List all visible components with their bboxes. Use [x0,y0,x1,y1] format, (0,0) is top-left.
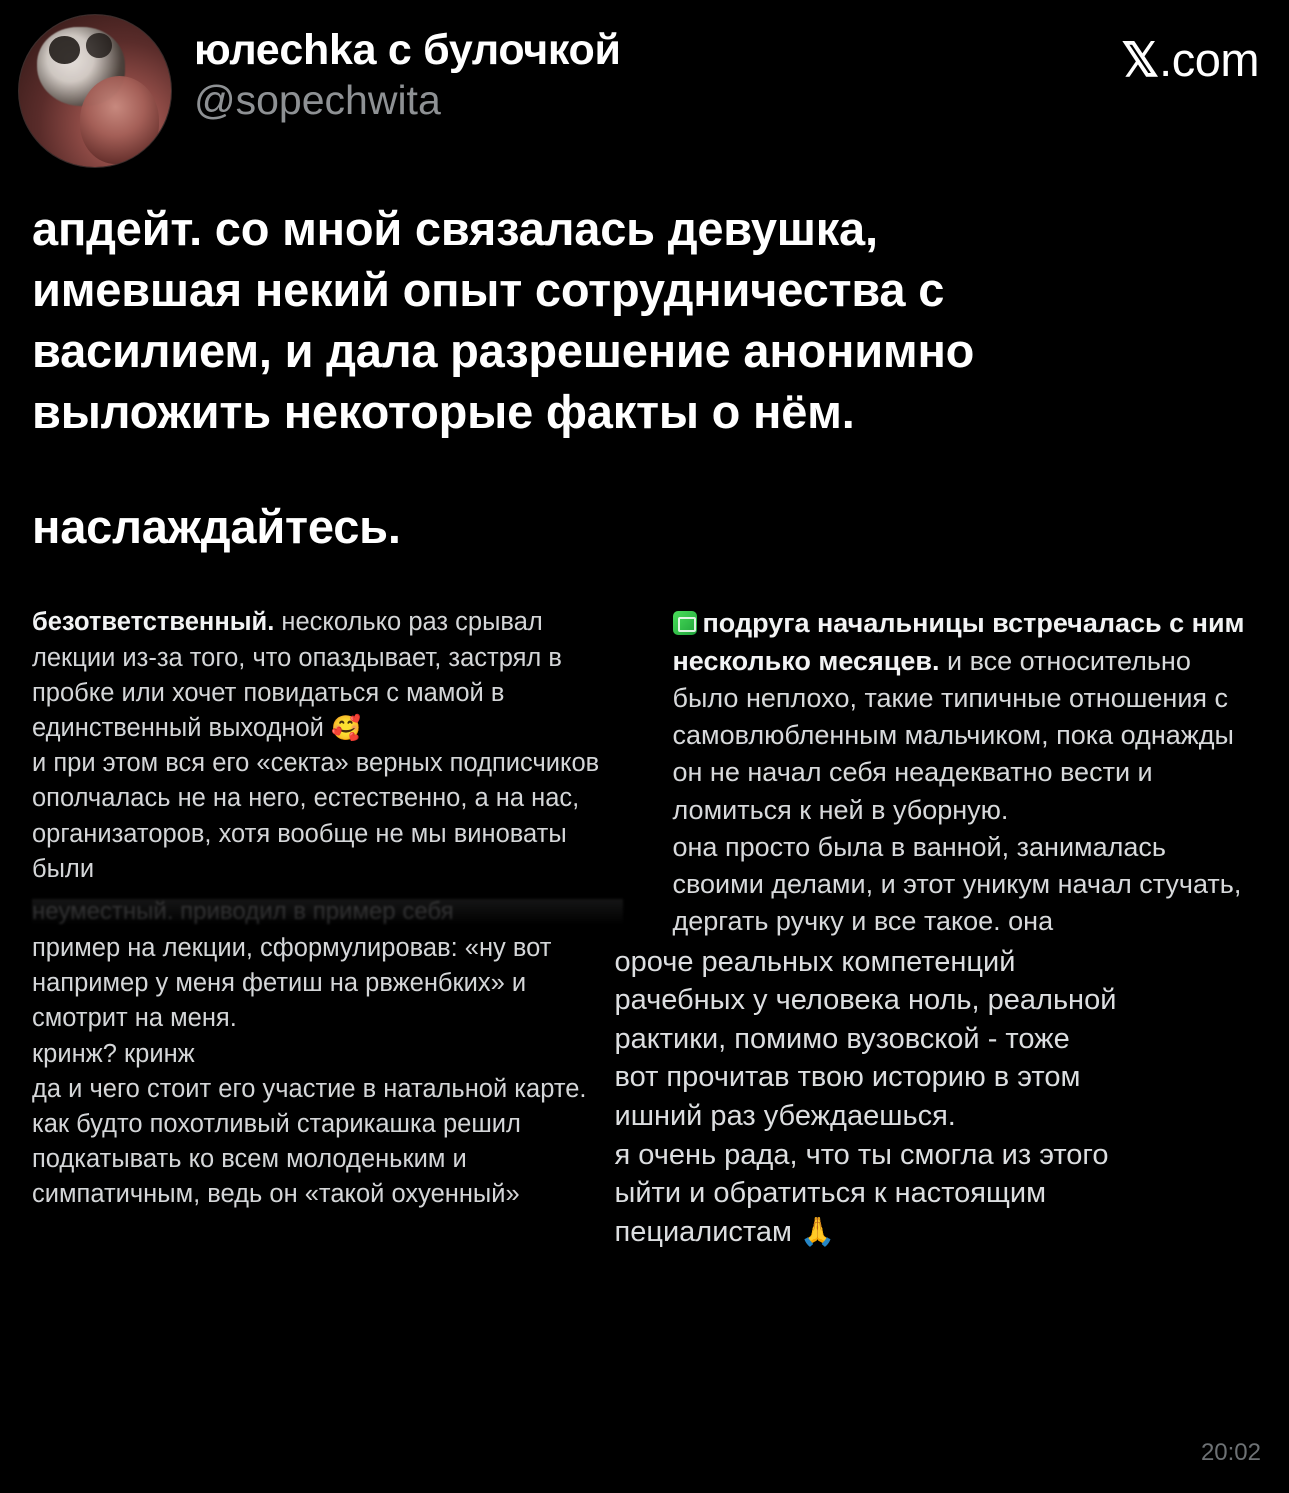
overlay-line: я очень рада, что ты смогла из этого [614,1138,1109,1171]
screenshot-right-text [673,605,1264,940]
screenshot-left[interactable] [32,605,633,1251]
avatar-dog-spot-right [86,33,112,57]
avatar[interactable] [18,14,172,168]
paragraph: да и чего стоит его участие в натальной карте. как будто похотливый старикашка решил подкатывать ко всем молоденьким и симпатичным, ведь он «такой охуенный» [32,1074,587,1209]
lead-label: безответственный. [32,608,275,637]
post-text-line: выложить некоторые факты о нём. [32,385,855,439]
folded-hands-emoji: 🙏 [799,1215,835,1247]
screenshot-right[interactable] [614,605,1264,1251]
author-names [172,14,1121,124]
post-text-spacer [32,442,1259,496]
paragraph: кринж? кринж [32,1039,195,1068]
screenshot-left-text-cont [32,931,623,1213]
avatar-dog-spot-left [49,36,79,63]
overlay-line: ороче реальных компетенций [614,945,1016,978]
avatar-person-shape [80,76,159,164]
lead-label: подруга начальницы встречалась с ним несколько месяцев. [672,608,1245,676]
display-name: юлеchka с булочкой [194,26,621,74]
timestamp: 20:02 [1200,1439,1261,1466]
overlay-line: ыйти и обратиться к настоящим [614,1177,1047,1210]
user-handle: @sopechwita [194,77,441,124]
screenshot-left-text [32,605,623,887]
paragraph: пример на лекции, сформулировав: «ну вот например у меня фетиш на рвженбких» и смотрит на меня. [32,933,552,1033]
overlay-line: ишний раз убеждаешься. [614,1099,956,1132]
paragraph: она просто была в ванной, занималась своими делами, и этот уникум начал стучать, дергать ручку и все такое. она [672,831,1242,937]
clipped-text-strip: неуместный. приводил в пример себя [32,899,623,925]
post-text-line: имевшая некий опыт сотрудничества с [32,263,945,317]
paragraph: и при этом вся его «секта» верных подписчиков ополчалась не на него, естественно, а на нас, организаторов, хотя вообще не мы виноваты были [32,749,600,883]
overlay-line-text: пециалистам [614,1215,792,1248]
image-badge-icon [673,611,697,635]
x-logo-icon: 𝕏 [1121,33,1160,86]
post-text-line: василием, и дала разрешение анонимно [32,324,975,378]
post-header [0,0,1289,160]
paragraph-text: и все относительно было неплохо, такие типичные отношения с самовлюбленным мальчиком, пока однажды он не начал себя неадекватно вести и ломиться к ней в уборную. [672,645,1234,825]
brand-watermark [1121,14,1259,86]
post-text [0,160,1289,557]
paragraph-text: несколько раз срывал лекции из-за того, что опаздывает, застрял в пробке или хочет повидаться с мамой в единственный выходной [32,608,562,743]
overlay-line: рактики, помимо вузовской - тоже [614,1022,1070,1055]
heart-face-emoji: 🥰 [330,715,361,743]
post-text-closing: наслаждайтесь. [32,500,401,554]
post-text-line: апдейт. со мной связалась девушка, [32,202,878,255]
overlay-line: вот прочитав твою историю в этом [614,1061,1081,1094]
screenshot-right-overlay[interactable] [615,943,1264,1252]
brand-domain-label: .com [1159,33,1259,86]
overlay-line: рачебных у человека ноль, реальной [614,984,1117,1017]
paragraph [673,605,1264,829]
overlay-line-last [615,1213,1264,1252]
attached-screenshots [0,605,1289,1251]
paragraph [32,605,623,746]
